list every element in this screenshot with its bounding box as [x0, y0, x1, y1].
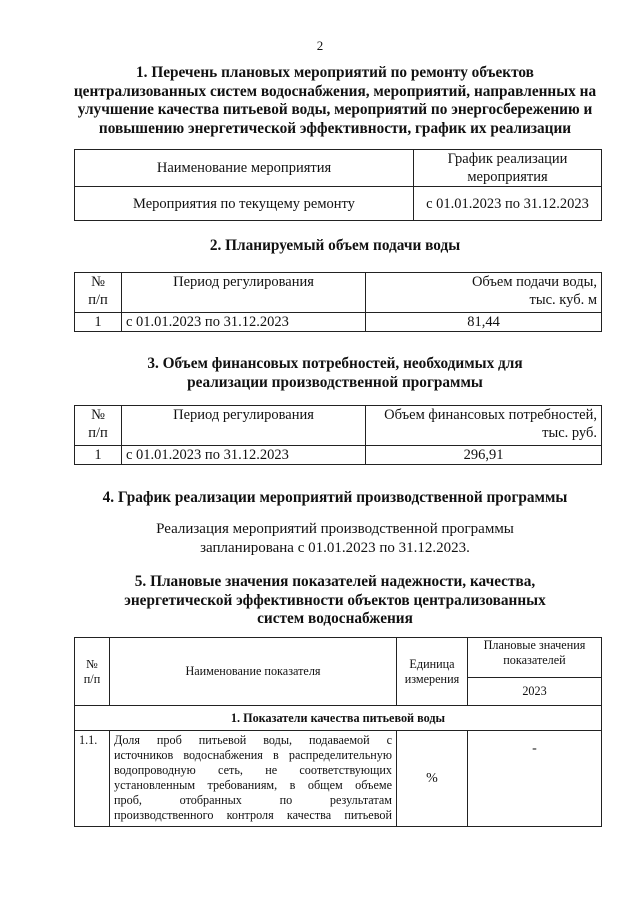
- num-header: № п/п: [75, 638, 110, 706]
- section5-heading: 5. Плановые значения показателей надежности, качества, энергетической эффективности объектов централизованных систем водоснабжения: [124, 573, 546, 627]
- period-header: Период регулирования: [122, 406, 366, 446]
- num-header: № п/п: [75, 406, 122, 446]
- year-header: 2023: [468, 678, 602, 706]
- group-title: 1. Показатели качества питьевой воды: [75, 706, 602, 731]
- page-number: 2: [316, 38, 324, 53]
- indicators-table: [74, 637, 602, 827]
- measures-table: [74, 149, 602, 221]
- volume-header: Объем подачи воды, тыс. куб. м: [366, 273, 602, 313]
- row-number: 1: [75, 446, 122, 465]
- period-header: Период регулирования: [122, 273, 366, 313]
- section3-heading: 3. Объем финансовых потребностей, необходимых для реализации производственной программы: [147, 355, 523, 391]
- row-volume: 81,44: [366, 313, 602, 332]
- indicator-value: -: [468, 731, 602, 827]
- measure-name-header: Наименование мероприятия: [75, 150, 414, 187]
- row-period: с 01.01.2023 по 31.12.2023: [122, 313, 366, 332]
- section2-heading: 2. Планируемый объем подачи воды: [209, 237, 461, 254]
- schedule-header: График реализации мероприятия: [414, 150, 602, 187]
- section4-text: Реализация мероприятий производственной программы запланирована с 01.01.2023 по 31.12.2023.: [156, 521, 514, 556]
- unit-header: Единица измерения: [397, 638, 468, 706]
- row-finance: 296,91: [366, 446, 602, 465]
- planned-values-header: Плановые значения показателей: [468, 638, 602, 678]
- finance-header: Объем финансовых потребностей, тыс. руб.: [366, 406, 602, 446]
- measure-name-cell: Мероприятия по текущему ремонту: [75, 187, 414, 221]
- row-period: с 01.01.2023 по 31.12.2023: [122, 446, 366, 465]
- section4-heading: 4. График реализации мероприятий производственной программы: [102, 489, 568, 506]
- section1-heading: 1. Перечень плановых мероприятий по ремонту объектов централизованных систем водоснабжения, мероприятий, направленных на улучшение качества питьевой воды, мероприятий по энергосбережению и повышению энергетической эффективности, график их реализации: [73, 64, 597, 137]
- indicator-unit: %: [397, 731, 468, 827]
- measure-schedule-cell: с 01.01.2023 по 31.12.2023: [414, 187, 602, 221]
- num-header: № п/п: [75, 273, 122, 313]
- row-number: 1: [75, 313, 122, 332]
- row-number: 1.1.: [75, 731, 110, 827]
- water-supply-table: [74, 272, 602, 332]
- indicator-text: Доля проб питьевой воды, подаваемой с источников водоснабжения в распределительную водопроводную сеть, не соответствующих установленным требованиям, в общем объеме проб, отобранных по результатам производственного контроля качества питьевой: [110, 731, 397, 827]
- financial-table: [74, 405, 602, 465]
- indicator-name-header: Наименование показателя: [110, 638, 397, 706]
